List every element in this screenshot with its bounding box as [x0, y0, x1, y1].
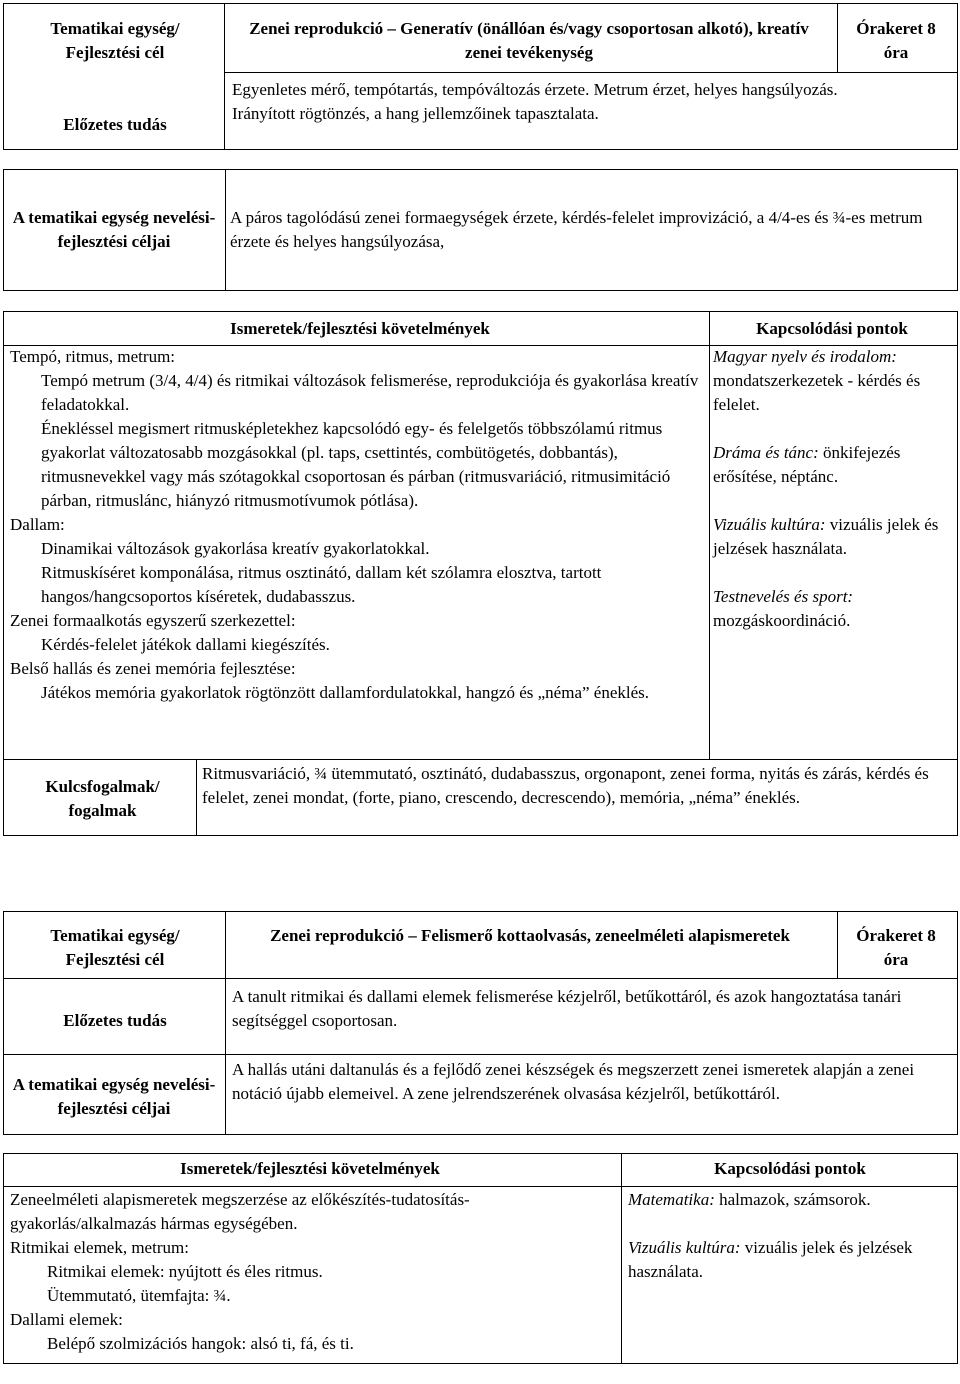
- s1-link-item: Testnevelés és sport: mozgáskoordináció.: [713, 587, 854, 630]
- s2-prior-label: Előzetes tudás: [63, 1011, 167, 1030]
- s2-req-content: [10, 1188, 610, 1356]
- s1-topic-label: Tematikai egység/ Fejlesztési cél: [50, 19, 180, 62]
- s1-belso-title: Belső hallás és zenei memória fejlesztése:: [10, 659, 296, 678]
- s1-topic-title: Zenei reprodukció – Generatív (önállóan és/vagy csoportosan alkotó), kreatív zenei tevékenység: [249, 19, 809, 62]
- s2-goals-text: A hallás utáni daltanulás és a fejlődő zenei készségek és megszerzett zenei ismeretek alapján a zenei notáció újabb elemeivel. A zene jelrendszerének olvasása kézjelről, betűkottáról.: [232, 1060, 915, 1103]
- s1-prior-text: Egyenletes mérő, tempótartás, tempóváltozás érzete. Metrum érzet, helyes hangsúlyozás. Irányított rögtönzés, a hang jellemzőinek tapasztalata.: [232, 80, 838, 123]
- s2-goals-label: A tematikai egység nevelési-fejlesztési céljai: [12, 1075, 216, 1118]
- s1-hours: Órakeret 8 óra: [856, 19, 936, 62]
- s1-tempo-2: Énekléssel megismert ritmusképletekhez kapcsolódó egy- és felelgetős többszólamú ritmus gyakorlat változatosabb mozgásokkal (pl. taps, csettintés, combütögetés, dobbantás), ritmusnevekkel vagy más szótagokkal csoportosan és párban (ritmusvariáció, ritmusimitáció párban, ritmuslánc, hiányzó ritmusmotívumok pótlása).: [41, 419, 671, 510]
- s1-dallam-title: Dallam:: [10, 515, 65, 534]
- s1-link-item: Vizuális kultúra: vizuális jelek és jelzések használata.: [713, 515, 939, 558]
- s1-forma-title: Zenei formaalkotás egyszerű szerkezettel:: [10, 611, 296, 630]
- s2-links-header: Kapcsolódási pontok: [714, 1159, 866, 1178]
- s2-ritm-2: Ütemmutató, ütemfajta: ¾.: [47, 1286, 231, 1305]
- s1-forma-1: Kérdés-felelet játékok dallami kiegészítés.: [41, 635, 330, 654]
- s1-key-label: Kulcsfogalmak/ fogalmak: [45, 777, 160, 820]
- s2-topic-label: Tematikai egység/ Fejlesztési cél: [50, 926, 180, 969]
- s2-prior-text: A tanult ritmikai és dallami elemek felismerése kézjelről, betűkottáról, és azok hangoztatása tanári segítséggel csoportosan.: [232, 987, 902, 1030]
- s2-link-item: Matematika: halmazok, számsorok.: [628, 1190, 871, 1209]
- s1-links-header: Kapcsolódási pontok: [756, 319, 908, 338]
- s1-prior-label: Előzetes tudás: [63, 115, 167, 134]
- s1-link-item: Magyar nyelv és irodalom: mondatszerkezetek - kérdés és felelet.: [713, 347, 921, 414]
- s1-goals-label: A tematikai egység nevelési-fejlesztési céljai: [12, 208, 216, 251]
- s1-req-header: Ismeretek/fejlesztési követelmények: [230, 319, 490, 338]
- s1-goals-text: A páros tagolódású zenei formaegységek érzete, kérdés-felelet improvizáció, a 4/4-es és ¾-es metrum érzete és helyes hangsúlyozása,: [230, 208, 923, 251]
- s1-links-content: [713, 345, 953, 633]
- s1-dallam-1: Dinamikai változások gyakorlása kreatív gyakorlatokkal.: [41, 539, 430, 558]
- s2-ritm-1: Ritmikai elemek: nyújtott és éles ritmus.: [47, 1262, 323, 1281]
- s1-link-item: Dráma és tánc: önkifejezés erősítése, néptánc.: [713, 443, 901, 486]
- s2-req-header: Ismeretek/fejlesztési követelmények: [180, 1159, 440, 1178]
- s1-belso-1: Játékos memória gyakorlatok rögtönzött dallamfordulatokkal, hangzó és „néma” éneklés.: [41, 683, 650, 702]
- s1-dallam-2: Ritmuskíséret komponálása, ritmus osztinátó, dallam két szólamra elosztva, tartott hangos/hangcsoportos kíséretek, dudabasszus.: [41, 563, 602, 606]
- s2-ritm-title: Ritmikai elemek, metrum:: [10, 1238, 189, 1257]
- s1-req-content: [10, 345, 700, 705]
- s1-tempo-title: Tempó, ritmus, metrum:: [10, 347, 176, 366]
- s2-dall-1: Belépő szolmizációs hangok: alsó ti, fá, és ti.: [47, 1334, 354, 1353]
- s2-hours: Órakeret 8 óra: [856, 926, 936, 969]
- s2-topic-title: Zenei reprodukció – Felismerő kottaolvasás, zeneelméleti alapismeretek: [270, 926, 790, 945]
- s1-key-text: Ritmusvariáció, ¾ ütemmutató, osztinátó, dudabasszus, orgonapont, zenei forma, nyitás és zárás, kérdés és felelet, zenei mondat, (forte, piano, crescendo, decrescendo), memória, „néma” éneklés.: [202, 764, 929, 807]
- s1-tempo-1: Tempó metrum (3/4, 4/4) és ritmikai változások felismerése, reprodukciója és gyakorlása kreatív feladatokkal.: [41, 371, 699, 414]
- s2-dall-title: Dallami elemek:: [10, 1310, 123, 1329]
- s2-links-content: [628, 1188, 928, 1284]
- s2-intro: Zeneelméleti alapismeretek megszerzése az előkészítés-tudatosítás-gyakorlás/alkalmazás hármas egységében.: [10, 1190, 470, 1233]
- s2-link-item: Vizuális kultúra: vizuális jelek és jelzések használata.: [628, 1238, 913, 1281]
